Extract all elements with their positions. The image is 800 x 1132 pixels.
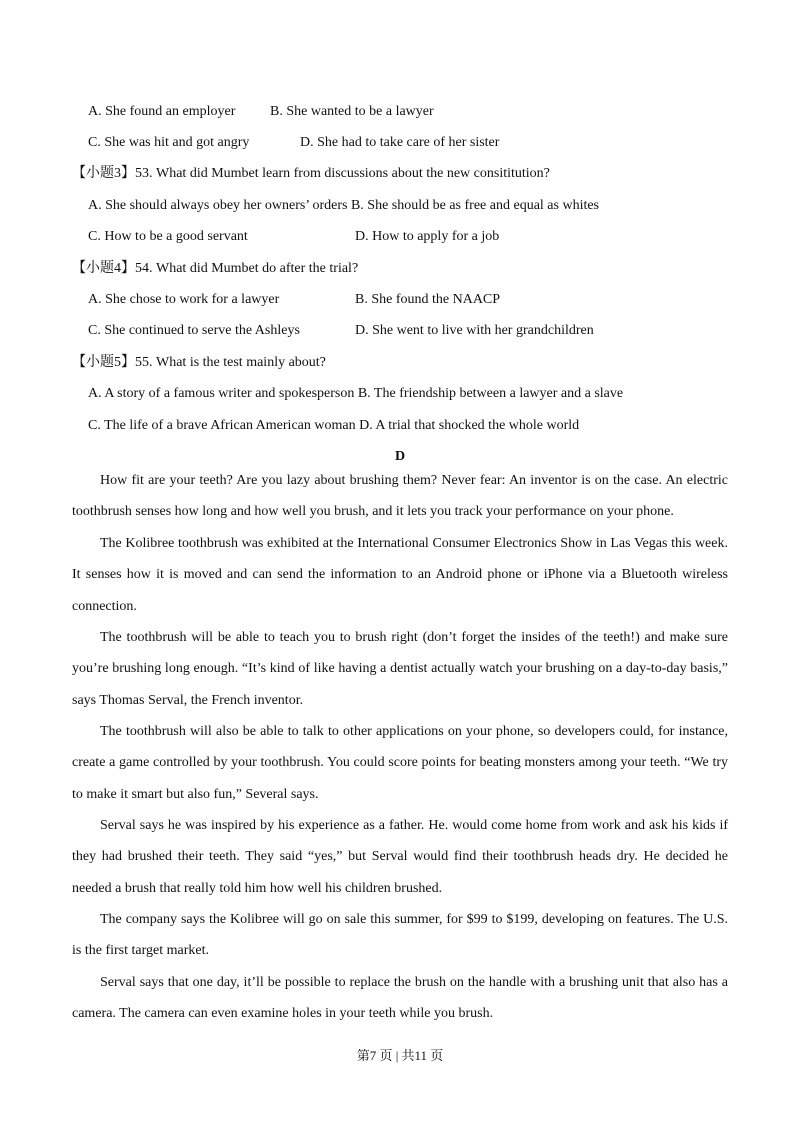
q53-label: 【小题3】53. What did Mumbet learn from discussions about the new consititution? (72, 166, 550, 181)
q52-option-b: B. She wanted to be a lawyer (270, 104, 434, 119)
passage-paragraph-6: The company says the Kolibree will go on sale this summer, for $99 to $199, developing on features. The U.S. is the first target market. (72, 912, 728, 959)
q52-option-c: C. She was hit and got angry (88, 135, 250, 150)
q54-option-b: B. She found the NAACP (355, 292, 501, 307)
passage-paragraph-7: Serval says that one day, it’ll be possible to replace the brush on the handle with a brushing unit that also has a camera. The camera can even examine holes in your teeth while you brush. (72, 975, 728, 1022)
q55-options-c-d: C. The life of a brave African American woman D. A trial that shocked the whole world (88, 418, 580, 433)
q55-options-a-b: A. A story of a famous writer and spokesperson B. The friendship between a lawyer and a slave (88, 386, 624, 401)
q55-label: 【小题5】55. What is the test mainly about? (72, 355, 326, 370)
q54-label: 【小题4】54. What did Mumbet do after the trial? (72, 261, 359, 276)
passage-paragraph-3: The toothbrush will be able to teach you to brush right (don’t forget the insides of the teeth!) and make sure you’re brushing long enough. “It’s kind of like having a dentist actually watch your brushing on a day-to-day basis,” says Thomas Serval, the French inventor. (72, 630, 728, 708)
q53-options-a-b: A. She should always obey her owners’ orders B. She should be as free and equal as whites (88, 198, 600, 213)
passage-paragraph-5: Serval says he was inspired by his experience as a father. He. would come home from work and ask his kids if they had brushed their teeth. They said “yes,” but Serval would find their toothbrush heads dry. He decided he needed a brush that really told him how well his children brushed. (72, 818, 728, 896)
q52-option-d: D. She had to take care of her sister (300, 135, 500, 150)
passage-paragraph-1: How fit are your teeth? Are you lazy about brushing them? Never fear: An inventor is on the case. An electric toothbrush senses how long and how well you brush, and it lets you track your performance on your phone. (72, 473, 728, 520)
q52-option-a: A. She found an employer (88, 104, 236, 119)
passage-title: D (394, 449, 406, 464)
q54-option-a: A. She chose to work for a lawyer (88, 292, 280, 307)
q53-option-d: D. How to apply for a job (355, 229, 500, 244)
page-footer: 第7 页 | 共11 页 (356, 1048, 444, 1063)
q53-option-c: C. How to be a good servant (88, 229, 248, 244)
passage-paragraph-2: The Kolibree toothbrush was exhibited at the International Consumer Electronics Show in Las Vegas this week. It senses how it is moved and can send the information to an Android phone or iPhone via a Bluetooth wireless connection. (72, 536, 728, 614)
q54-option-d: D. She went to live with her grandchildren (355, 323, 594, 338)
q54-option-c: C. She continued to serve the Ashleys (88, 323, 300, 338)
passage-paragraph-4: The toothbrush will also be able to talk to other applications on your phone, so developers could, for instance, create a game controlled by your toothbrush. You could score points for beating monsters among your teeth. “We try to make it smart but also fun,” Several says. (72, 724, 728, 802)
